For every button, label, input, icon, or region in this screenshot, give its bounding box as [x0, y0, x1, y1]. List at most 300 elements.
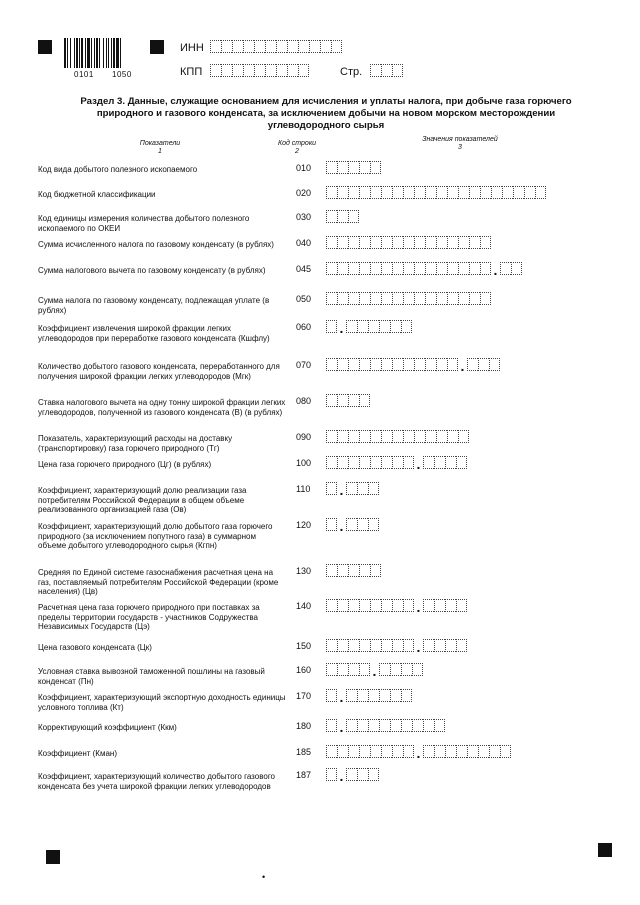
row-value-field-030[interactable] — [326, 210, 359, 223]
input-cell[interactable] — [326, 161, 337, 174]
input-cell[interactable] — [403, 430, 414, 443]
barcode-bar — [111, 38, 112, 68]
input-cell[interactable] — [287, 64, 298, 77]
input-cell[interactable] — [414, 430, 425, 443]
cell-group — [326, 186, 546, 199]
input-cell[interactable] — [357, 518, 368, 531]
input-cell[interactable] — [401, 320, 412, 333]
input-cell[interactable] — [379, 689, 390, 702]
input-cell[interactable] — [480, 186, 491, 199]
input-cell[interactable] — [359, 161, 370, 174]
input-cell[interactable] — [403, 639, 414, 652]
decimal-separator: . — [416, 639, 421, 655]
input-cell[interactable] — [348, 639, 359, 652]
input-cell[interactable] — [346, 768, 357, 781]
input-cell[interactable] — [346, 482, 357, 495]
input-cell[interactable] — [381, 186, 392, 199]
input-cell[interactable] — [348, 456, 359, 469]
input-cell[interactable] — [326, 663, 337, 676]
input-cell[interactable] — [535, 186, 546, 199]
input-cell[interactable] — [381, 745, 392, 758]
input-cell[interactable] — [467, 745, 478, 758]
input-cell[interactable] — [265, 64, 276, 77]
barcode-bar — [87, 38, 90, 68]
input-cell[interactable] — [326, 394, 337, 407]
input-cell[interactable] — [445, 745, 456, 758]
input-cell[interactable] — [458, 292, 469, 305]
input-cell[interactable] — [265, 40, 276, 53]
input-cell[interactable] — [359, 394, 370, 407]
row-label-080: Ставка налогового вычета на одну тонну широкой фракции легких углеводородов, полученной из газового конденсата (В) (в рублях) — [38, 398, 286, 417]
row-value-field-100[interactable] — [326, 456, 467, 472]
input-cell[interactable] — [447, 262, 458, 275]
footer-mark: • — [262, 872, 266, 882]
row-value-field-110[interactable] — [326, 482, 379, 498]
input-cell[interactable] — [458, 430, 469, 443]
input-cell[interactable] — [456, 456, 467, 469]
row-value-field-060[interactable] — [326, 320, 412, 336]
input-cell[interactable] — [348, 564, 359, 577]
input-cell[interactable] — [392, 292, 403, 305]
row-label-110: Коэффициент, характеризующий долю реализации газа потребителям Российской Федерации в общем объеме реализованного организацией газа (Ов) — [38, 486, 247, 514]
input-cell[interactable] — [456, 599, 467, 612]
input-cell[interactable] — [320, 40, 331, 53]
input-cell[interactable] — [392, 358, 403, 371]
input-cell[interactable] — [254, 40, 265, 53]
input-cell[interactable] — [326, 292, 337, 305]
input-cell[interactable] — [210, 40, 221, 53]
input-cell[interactable] — [348, 745, 359, 758]
cell-group — [326, 430, 469, 443]
input-cell[interactable] — [392, 236, 403, 249]
input-cell[interactable] — [348, 236, 359, 249]
input-cell[interactable] — [436, 358, 447, 371]
cell-group — [326, 394, 370, 407]
input-cell[interactable] — [326, 768, 337, 781]
input-cell[interactable] — [436, 262, 447, 275]
input-cell[interactable] — [370, 564, 381, 577]
row-code-010: 010 — [296, 163, 312, 173]
input-cell[interactable] — [403, 186, 414, 199]
input-cell[interactable] — [348, 663, 359, 676]
input-cell[interactable] — [489, 358, 500, 371]
input-cell[interactable] — [434, 456, 445, 469]
row-value-field-187[interactable] — [326, 768, 379, 784]
input-cell[interactable] — [326, 719, 337, 732]
input-cell[interactable] — [434, 745, 445, 758]
input-cell[interactable] — [392, 639, 403, 652]
input-cell[interactable] — [337, 564, 348, 577]
input-cell[interactable] — [210, 64, 221, 77]
cell-group — [326, 745, 414, 758]
input-cell[interactable] — [368, 482, 379, 495]
input-cell[interactable] — [469, 292, 480, 305]
row-label-120: Коэффициент, характеризующий долю добытого газа горючего природного (за исключением попутного газа) в суммарном объеме добытого углеводородного сырья (Кгпн) — [38, 522, 273, 550]
input-cell[interactable] — [326, 482, 337, 495]
input-cell[interactable] — [359, 292, 370, 305]
input-cell[interactable] — [346, 719, 357, 732]
decimal-separator: . — [416, 745, 421, 761]
input-cell[interactable] — [381, 64, 392, 77]
input-cell[interactable] — [447, 186, 458, 199]
input-cell[interactable] — [348, 210, 359, 223]
input-cell[interactable] — [392, 262, 403, 275]
row-code-180: 180 — [296, 721, 312, 731]
input-cell[interactable] — [326, 599, 337, 612]
input-cell[interactable] — [502, 186, 513, 199]
input-cell[interactable] — [414, 358, 425, 371]
cell-group — [346, 768, 379, 781]
input-cell[interactable] — [359, 358, 370, 371]
row-code-080: 080 — [296, 396, 312, 406]
input-cell[interactable] — [379, 719, 390, 732]
input-cell[interactable] — [425, 236, 436, 249]
input-cell[interactable] — [370, 236, 381, 249]
row-label-130: Средняя по Единой системе газоснабжения расчетная цена на газ, поставляемый потребителям Российской Федерации (кроме населения) (Цв) — [38, 568, 279, 596]
row-value-field-010[interactable] — [326, 161, 381, 174]
row-value-field-070[interactable] — [326, 358, 500, 374]
input-cell[interactable] — [390, 663, 401, 676]
input-cell[interactable] — [337, 186, 348, 199]
input-cell[interactable] — [368, 719, 379, 732]
barcode-bar — [116, 38, 119, 68]
input-cell[interactable] — [326, 456, 337, 469]
input-cell[interactable] — [434, 719, 445, 732]
decimal-separator: . — [460, 358, 465, 374]
input-cell[interactable] — [357, 719, 368, 732]
input-cell[interactable] — [348, 394, 359, 407]
cell-group — [326, 320, 337, 333]
input-cell[interactable] — [403, 456, 414, 469]
input-cell[interactable] — [276, 64, 287, 77]
input-cell[interactable] — [392, 599, 403, 612]
input-cell[interactable] — [436, 292, 447, 305]
row-value-field-090[interactable] — [326, 430, 469, 443]
input-cell[interactable] — [359, 599, 370, 612]
input-cell[interactable] — [480, 262, 491, 275]
input-cell[interactable] — [243, 64, 254, 77]
input-cell[interactable] — [403, 745, 414, 758]
input-cell[interactable] — [337, 358, 348, 371]
input-cell[interactable] — [326, 745, 337, 758]
barcode-bar — [94, 38, 95, 68]
row-value-field-050[interactable] — [326, 292, 491, 305]
input-cell[interactable] — [381, 430, 392, 443]
input-cell[interactable] — [478, 745, 489, 758]
input-cell[interactable] — [370, 430, 381, 443]
row-label-150: Цена газового конденсата (Цк) — [38, 643, 152, 652]
input-cell[interactable] — [447, 292, 458, 305]
input-cell[interactable] — [348, 262, 359, 275]
input-cell[interactable] — [480, 236, 491, 249]
input-cell[interactable] — [390, 320, 401, 333]
cell-group — [500, 262, 522, 275]
input-cell[interactable] — [436, 430, 447, 443]
row-code-170: 170 — [296, 691, 312, 701]
row-value-field-140[interactable] — [326, 599, 467, 615]
input-cell[interactable] — [513, 186, 524, 199]
input-cell[interactable] — [370, 262, 381, 275]
input-cell[interactable] — [359, 186, 370, 199]
decimal-separator: . — [416, 456, 421, 472]
row-value-field-150[interactable] — [326, 639, 467, 655]
input-cell[interactable] — [337, 639, 348, 652]
input-cell[interactable] — [403, 236, 414, 249]
input-cell[interactable] — [337, 161, 348, 174]
input-cell[interactable] — [370, 292, 381, 305]
input-cell[interactable] — [425, 430, 436, 443]
kpp-field[interactable] — [210, 64, 309, 77]
input-cell[interactable] — [414, 186, 425, 199]
input-cell[interactable] — [458, 262, 469, 275]
input-cell[interactable] — [370, 599, 381, 612]
input-cell[interactable] — [221, 64, 232, 77]
row-value-field-120[interactable] — [326, 518, 379, 534]
input-cell[interactable] — [357, 689, 368, 702]
row-code-110: 110 — [296, 484, 311, 494]
input-cell[interactable] — [337, 456, 348, 469]
input-cell[interactable] — [401, 689, 412, 702]
input-cell[interactable] — [348, 186, 359, 199]
input-cell[interactable] — [337, 236, 348, 249]
input-cell[interactable] — [370, 456, 381, 469]
input-cell[interactable] — [326, 358, 337, 371]
barcode-bar — [70, 38, 71, 68]
row-value-field-020[interactable] — [326, 186, 546, 199]
input-cell[interactable] — [524, 186, 535, 199]
input-cell[interactable] — [346, 689, 357, 702]
input-cell[interactable] — [469, 262, 480, 275]
input-cell[interactable] — [370, 639, 381, 652]
input-cell[interactable] — [348, 430, 359, 443]
input-cell[interactable] — [469, 186, 480, 199]
input-cell[interactable] — [467, 358, 478, 371]
input-cell[interactable] — [412, 663, 423, 676]
input-cell[interactable] — [434, 599, 445, 612]
input-cell[interactable] — [370, 161, 381, 174]
input-cell[interactable] — [254, 64, 265, 77]
input-cell[interactable] — [436, 186, 447, 199]
input-cell[interactable] — [434, 639, 445, 652]
input-cell[interactable] — [423, 456, 434, 469]
input-cell[interactable] — [359, 663, 370, 676]
input-cell[interactable] — [326, 320, 337, 333]
row-code-030: 030 — [296, 212, 312, 222]
input-cell[interactable] — [368, 768, 379, 781]
input-cell[interactable] — [357, 320, 368, 333]
input-cell[interactable] — [326, 236, 337, 249]
input-cell[interactable] — [392, 745, 403, 758]
input-cell[interactable] — [337, 210, 348, 223]
input-cell[interactable] — [326, 639, 337, 652]
row-label-045: Сумма налогового вычета по газовому конденсату (в рублях) — [38, 266, 266, 275]
input-cell[interactable] — [337, 599, 348, 612]
input-cell[interactable] — [298, 40, 309, 53]
input-cell[interactable] — [359, 456, 370, 469]
row-value-field-185[interactable] — [326, 745, 511, 761]
input-cell[interactable] — [326, 210, 337, 223]
input-cell[interactable] — [381, 456, 392, 469]
inn-label: ИНН — [180, 42, 204, 54]
page-number-field[interactable] — [370, 64, 403, 77]
input-cell[interactable] — [392, 64, 403, 77]
input-cell[interactable] — [456, 639, 467, 652]
input-cell[interactable] — [326, 518, 337, 531]
input-cell[interactable] — [403, 599, 414, 612]
input-cell[interactable] — [401, 719, 412, 732]
input-cell[interactable] — [357, 482, 368, 495]
input-cell[interactable] — [445, 639, 456, 652]
input-cell[interactable] — [381, 236, 392, 249]
input-cell[interactable] — [403, 358, 414, 371]
input-cell[interactable] — [458, 236, 469, 249]
input-cell[interactable] — [348, 599, 359, 612]
input-cell[interactable] — [348, 358, 359, 371]
input-cell[interactable] — [370, 745, 381, 758]
input-cell[interactable] — [425, 262, 436, 275]
row-value-field-170[interactable] — [326, 689, 412, 705]
input-cell[interactable] — [414, 262, 425, 275]
input-cell[interactable] — [359, 236, 370, 249]
input-cell[interactable] — [392, 186, 403, 199]
input-cell[interactable] — [368, 320, 379, 333]
input-cell[interactable] — [478, 358, 489, 371]
input-cell[interactable] — [381, 639, 392, 652]
row-value-field-160[interactable] — [326, 663, 423, 679]
input-cell[interactable] — [337, 292, 348, 305]
input-cell[interactable] — [491, 186, 502, 199]
input-cell[interactable] — [309, 40, 320, 53]
input-cell[interactable] — [423, 599, 434, 612]
input-cell[interactable] — [379, 663, 390, 676]
input-cell[interactable] — [368, 689, 379, 702]
input-cell[interactable] — [221, 40, 232, 53]
input-cell[interactable] — [390, 719, 401, 732]
row-value-field-130[interactable] — [326, 564, 381, 577]
input-cell[interactable] — [370, 186, 381, 199]
input-cell[interactable] — [359, 262, 370, 275]
input-cell[interactable] — [381, 358, 392, 371]
kpp-label: КПП — [180, 66, 203, 78]
input-cell[interactable] — [500, 262, 511, 275]
input-cell[interactable] — [412, 719, 423, 732]
input-cell[interactable] — [337, 430, 348, 443]
inn-field[interactable] — [210, 40, 342, 53]
input-cell[interactable] — [346, 320, 357, 333]
input-cell[interactable] — [326, 564, 337, 577]
row-label-160: Условная ставка вывозной таможенной пошлины на газовый конденсат (Пн) — [38, 667, 265, 686]
row-value-field-040[interactable] — [326, 236, 491, 249]
input-cell[interactable] — [370, 358, 381, 371]
input-cell[interactable] — [357, 768, 368, 781]
row-code-060: 060 — [296, 322, 312, 332]
row-value-field-045[interactable] — [326, 262, 522, 278]
input-cell[interactable] — [326, 689, 337, 702]
input-cell[interactable] — [511, 262, 522, 275]
row-code-020: 020 — [296, 188, 312, 198]
input-cell[interactable] — [298, 64, 309, 77]
input-cell[interactable] — [436, 236, 447, 249]
input-cell[interactable] — [445, 456, 456, 469]
input-cell[interactable] — [370, 64, 381, 77]
input-cell[interactable] — [401, 663, 412, 676]
input-cell[interactable] — [337, 394, 348, 407]
input-cell[interactable] — [445, 599, 456, 612]
input-cell[interactable] — [425, 358, 436, 371]
input-cell[interactable] — [425, 186, 436, 199]
input-cell[interactable] — [403, 292, 414, 305]
row-value-field-080[interactable] — [326, 394, 370, 407]
input-cell[interactable] — [337, 262, 348, 275]
input-cell[interactable] — [403, 262, 414, 275]
input-cell[interactable] — [414, 292, 425, 305]
input-cell[interactable] — [447, 236, 458, 249]
input-cell[interactable] — [423, 745, 434, 758]
input-cell[interactable] — [232, 64, 243, 77]
row-code-130: 130 — [296, 566, 312, 576]
input-cell[interactable] — [392, 456, 403, 469]
input-cell[interactable] — [337, 663, 348, 676]
input-cell[interactable] — [423, 639, 434, 652]
input-cell[interactable] — [359, 564, 370, 577]
input-cell[interactable] — [287, 40, 298, 53]
input-cell[interactable] — [414, 236, 425, 249]
input-cell[interactable] — [326, 262, 337, 275]
input-cell[interactable] — [447, 430, 458, 443]
input-cell[interactable] — [379, 320, 390, 333]
input-cell[interactable] — [381, 262, 392, 275]
input-cell[interactable] — [368, 518, 379, 531]
input-cell[interactable] — [326, 430, 337, 443]
input-cell[interactable] — [232, 40, 243, 53]
input-cell[interactable] — [392, 430, 403, 443]
row-value-field-180[interactable] — [326, 719, 445, 735]
row-code-100: 100 — [296, 458, 312, 468]
input-cell[interactable] — [456, 745, 467, 758]
input-cell[interactable] — [326, 186, 337, 199]
input-cell[interactable] — [276, 40, 287, 53]
input-cell[interactable] — [423, 719, 434, 732]
row-code-185: 185 — [296, 747, 312, 757]
input-cell[interactable] — [346, 518, 357, 531]
input-cell[interactable] — [381, 292, 392, 305]
input-cell[interactable] — [390, 689, 401, 702]
input-cell[interactable] — [359, 430, 370, 443]
input-cell[interactable] — [425, 292, 436, 305]
row-code-187: 187 — [296, 770, 312, 780]
cell-group — [326, 639, 414, 652]
cell-group — [423, 599, 467, 612]
input-cell[interactable] — [458, 186, 469, 199]
input-cell[interactable] — [337, 745, 348, 758]
row-label-070: Количество добытого газового конденсата, переработанного для получения широкой фракции легких углеводородов (Мгк) — [38, 362, 280, 381]
input-cell[interactable] — [500, 745, 511, 758]
input-cell[interactable] — [447, 358, 458, 371]
input-cell[interactable] — [348, 292, 359, 305]
input-cell[interactable] — [489, 745, 500, 758]
input-cell[interactable] — [381, 599, 392, 612]
cell-group — [326, 689, 337, 702]
input-cell[interactable] — [480, 292, 491, 305]
input-cell[interactable] — [359, 639, 370, 652]
barcode-bar — [67, 38, 68, 68]
column-header-values-label: Значения показателей — [422, 136, 498, 143]
input-cell[interactable] — [243, 40, 254, 53]
input-cell[interactable] — [469, 236, 480, 249]
input-cell[interactable] — [348, 161, 359, 174]
input-cell[interactable] — [359, 745, 370, 758]
input-cell[interactable] — [331, 40, 342, 53]
